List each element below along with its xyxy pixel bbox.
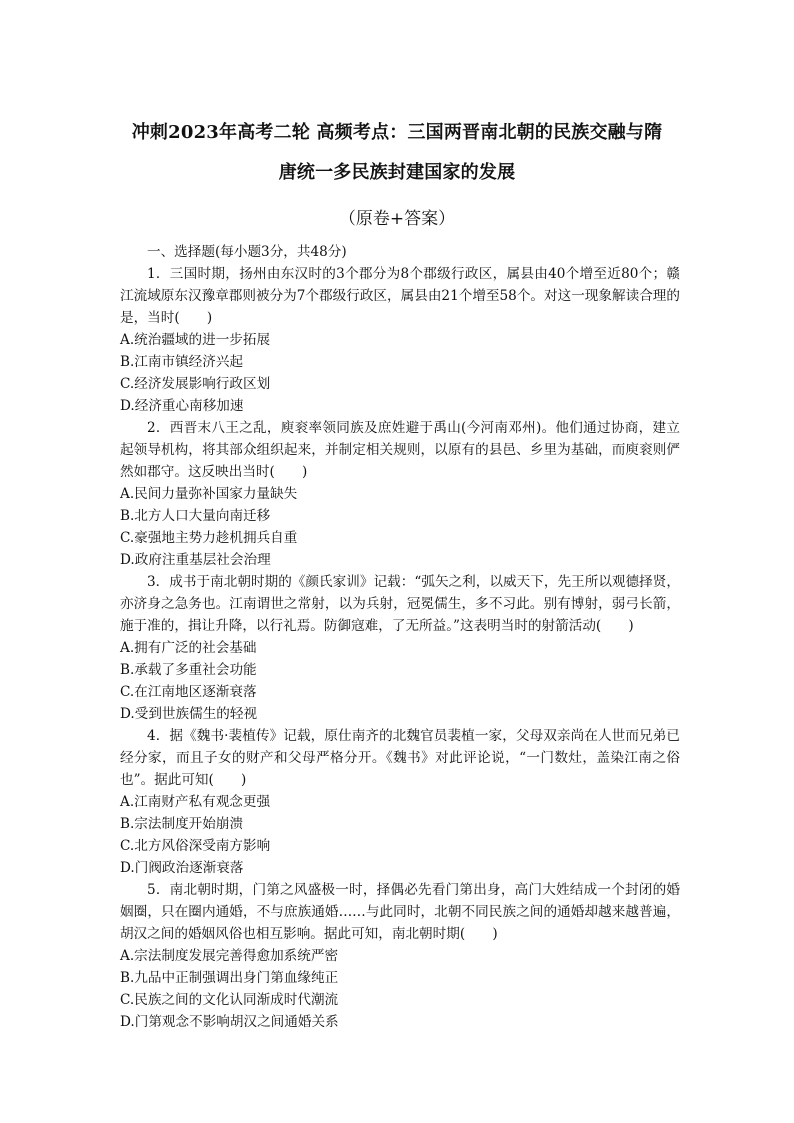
- document-subtitle: （原卷+答案）: [338, 209, 456, 229]
- document-title-line-2: 唐统一多民族封建国家的发展: [278, 162, 516, 183]
- option-b: B.宗法制度开始崩溃: [120, 816, 244, 832]
- option-a: A.江南财产私有观念更强: [120, 794, 271, 810]
- option-d: D.门第观念不影响胡汉之间通婚关系: [120, 1014, 339, 1030]
- question-3: [120, 571, 680, 725]
- option-a: A.民间力量弥补国家力量缺失: [120, 486, 298, 502]
- option-b: B.北方人口大量向南迁移: [120, 508, 271, 524]
- option-d: D.政府注重基层社会治理: [120, 552, 271, 568]
- option-b: B.九品中正制强调出身门第血缘纯正: [120, 970, 339, 986]
- question-5: [120, 879, 680, 1033]
- question-4: [120, 725, 680, 879]
- question-2: [120, 417, 680, 571]
- option-a: A.拥有广泛的社会基础: [120, 640, 257, 656]
- option-d: D.受到世族儒生的轻视: [120, 706, 258, 722]
- question-stem: 1．三国时期，扬州由东汉时的3个郡分为8个郡级行政区，属县由40个增至近80个；赣江流域原东汉豫章郡则被分为7个郡级行政区，属县由21个增至58个。对这一现象解读合理的是，当时( ): [120, 266, 680, 326]
- option-c: C.豪强地主势力趁机拥兵自重: [120, 530, 298, 546]
- question-stem: 2．西晋末八王之乱，庾衮率领同族及庶姓避于禹山(今河南邓州)。他们通过协商，建立起领导机构，将其部众组织起来，并制定相关规则，以原有的县邑、乡里为基础，而庾衮则俨然如郡守。这反映出当时( ): [120, 420, 680, 480]
- option-c: C.北方风俗深受南方影响: [120, 838, 271, 854]
- option-b: B.承载了多重社会功能: [120, 662, 257, 678]
- question-1: [120, 263, 680, 417]
- option-d: D.门阀政治逐渐衰落: [120, 860, 244, 876]
- option-d: D.经济重心南移加速: [120, 398, 244, 414]
- section-heading: 一、选择题(每小题3分，共48分): [147, 244, 347, 260]
- option-b: B.江南市镇经济兴起: [120, 354, 244, 370]
- option-a: A.统治疆域的进一步拓展: [120, 332, 271, 348]
- question-stem: 4．据《魏书·裴植传》记载，原仕南齐的北魏官员裴植一家，父母双亲尚在人世而兄弟已经分家，而且子女的财产和父母严格分开。《魏书》对此评论说，“一门数灶，盖染江南之俗也”。据此可知( ): [120, 728, 680, 788]
- option-c: C.民族之间的文化认同渐成时代潮流: [120, 992, 339, 1008]
- question-list: [120, 241, 680, 1033]
- option-a: A.宗法制度发展完善得愈加系统严密: [120, 948, 339, 964]
- option-c: C.经济发展影响行政区划: [120, 376, 271, 392]
- question-stem: 3．成书于南北朝时期的《颜氏家训》记载：“弧矢之利，以威天下，先王所以观德择贤，亦济身之急务也。江南谓世之常射，以为兵射，冠冕儒生，多不习此。别有博射，弱弓长箭，施于准的，揖让升降，以行礼焉。防御寇难，了无所益。”这表明当时的射箭活动( ): [120, 574, 680, 634]
- question-stem: 5．南北朝时期，门第之风盛极一时，择偶必先看门第出身，高门大姓结成一个封闭的婚姻圈，只在圈内通婚，不与庶族通婚……与此同时，北朝不同民族之间的通婚却越来越普遍，胡汉之间的婚姻风俗也相互影响。据此可知，南北朝时期( ): [120, 882, 680, 942]
- document-title-line-1: 冲刺2023年高考二轮 高频考点：三国两晋南北朝的民族交融与隋: [131, 122, 663, 143]
- option-c: C.在江南地区逐渐衰落: [120, 684, 257, 700]
